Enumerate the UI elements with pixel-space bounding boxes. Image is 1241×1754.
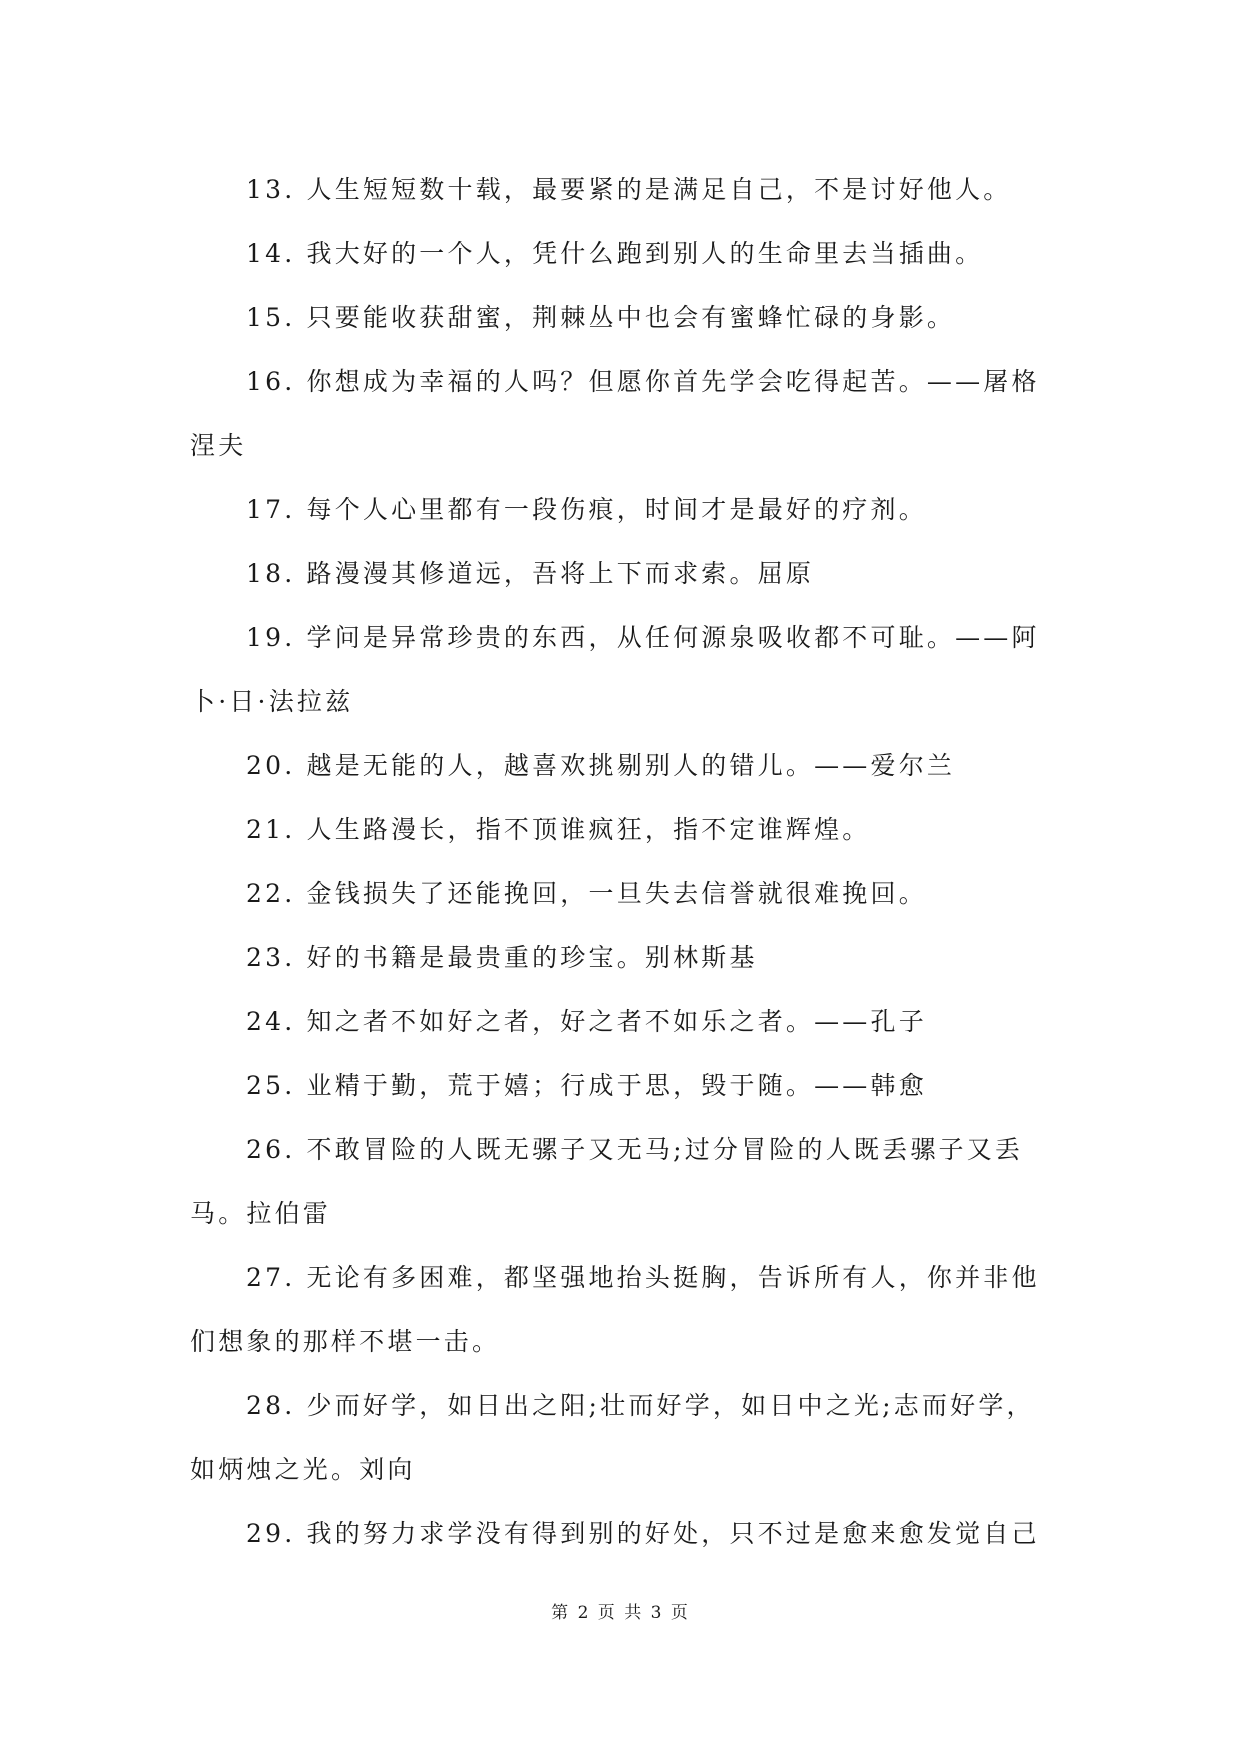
quote-13: 13. 人生短短数十载，最要紧的是满足自己，不是讨好他人。 (246, 175, 1012, 204)
quote-18: 18. 路漫漫其修道远，吾将上下而求索。屈原 (246, 559, 815, 588)
quote-list (190, 158, 1056, 1566)
quote-16: 16. 你想成为幸福的人吗？但愿你首先学会吃得起苦。——屠格涅夫 (190, 367, 1040, 460)
quote-21: 21. 人生路漫长，指不顶谁疯狂，指不定谁辉煌。 (246, 815, 871, 844)
quote-27: 27. 无论有多困难，都坚强地抬头挺胸，告诉所有人，你并非他们想象的那样不堪一击。 (190, 1263, 1040, 1356)
quote-20: 20. 越是无能的人，越喜欢挑剔别人的错儿。——爱尔兰 (246, 751, 956, 780)
quote-25: 25. 业精于勤，荒于嬉；行成于思，毁于随。——韩愈 (246, 1071, 927, 1100)
quote-14: 14. 我大好的一个人，凭什么跑到别人的生命里去当插曲。 (246, 239, 984, 268)
quote-24: 24. 知之者不如好之者，好之者不如乐之者。——孔子 (246, 1007, 927, 1036)
quote-28: 28. 少而好学，如日出之阳;壮而好学，如日中之光;志而好学，如炳烛之光。刘向 (190, 1391, 1035, 1484)
quote-23: 23. 好的书籍是最贵重的珍宝。别林斯基 (246, 943, 758, 972)
quote-17: 17. 每个人心里都有一段伤痕，时间才是最好的疗剂。 (246, 495, 927, 524)
quote-29: 29. 我的努力求学没有得到别的好处，只不过是愈来愈发觉自己 (246, 1519, 1040, 1548)
quote-19: 19. 学问是异常珍贵的东西，从任何源泉吸收都不可耻。——阿卜·日·法拉兹 (190, 623, 1040, 716)
page-footer: 第 2 页 共 3 页 (551, 1603, 690, 1623)
quote-26: 26. 不敢冒险的人既无骡子又无马;过分冒险的人既丢骡子又丢马。拉伯雷 (190, 1135, 1024, 1228)
quote-15: 15. 只要能收获甜蜜，荆棘丛中也会有蜜蜂忙碌的身影。 (246, 303, 956, 332)
quote-22: 22. 金钱损失了还能挽回，一旦失去信誉就很难挽回。 (246, 879, 927, 908)
